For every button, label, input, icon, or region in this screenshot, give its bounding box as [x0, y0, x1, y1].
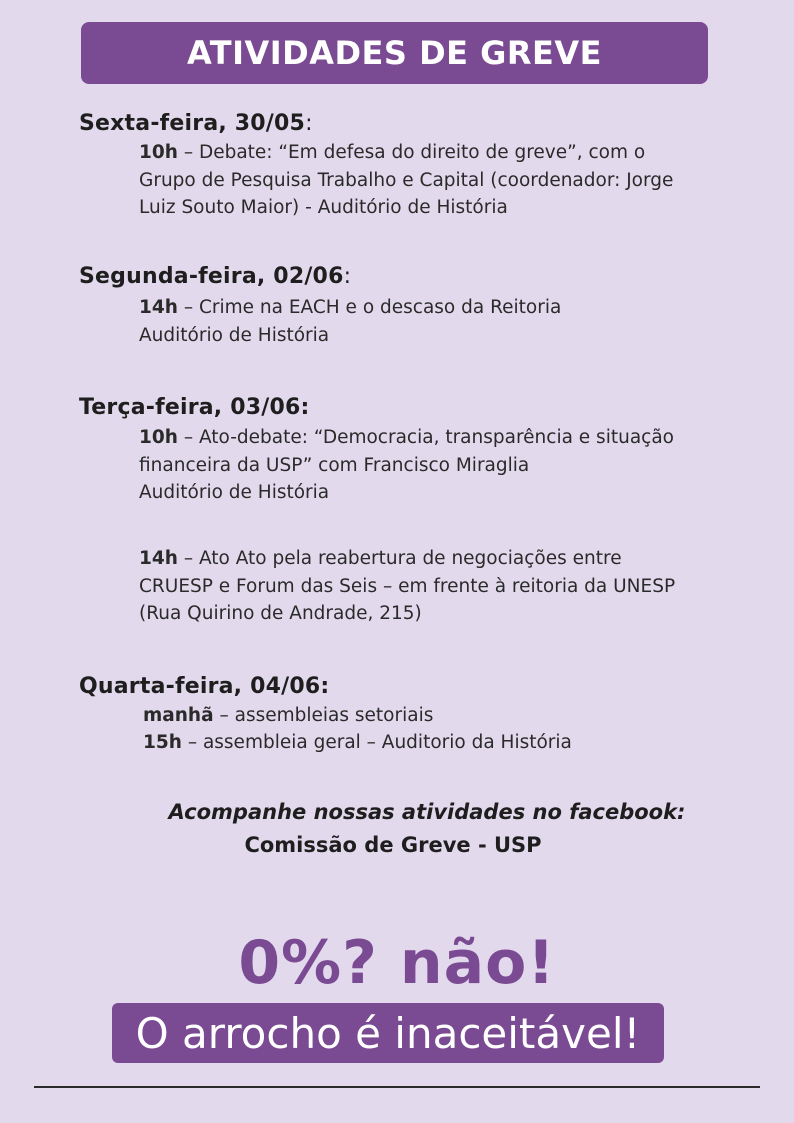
event-text-line: Auditório de História [139, 482, 330, 503]
facebook-page-name[interactable]: Comissão de Greve - USP [244, 833, 542, 857]
day-heading-friday [79, 111, 313, 136]
day-label: Terça-feira, 03/06: [79, 395, 310, 420]
day-heading-tuesday [79, 395, 309, 420]
day-label: Sexta-feira, 30/05 [79, 111, 306, 136]
day-heading-monday [79, 264, 351, 289]
event-text-line: Luiz Souto Maior) - Auditório de História [139, 197, 508, 218]
event-wednesday-morning [143, 702, 433, 730]
event-time: manhã [143, 705, 214, 726]
event-tuesday-10h [139, 424, 674, 507]
day-label: Quarta-feira, 04/06: [79, 674, 330, 699]
event-text-line: – assembleias setoriais [219, 705, 434, 726]
event-time: 14h [139, 297, 178, 318]
day-label: Segunda-feira, 02/06 [79, 264, 344, 289]
day-heading-wednesday [79, 674, 329, 699]
day-colon: : [305, 111, 313, 136]
event-time: 15h [143, 732, 182, 753]
event-text-line: Auditório de História [139, 324, 330, 346]
event-text-line: – Crime na EACH e o descaso da Reitoria [183, 297, 562, 318]
event-wednesday-15h [143, 729, 572, 757]
event-time: 14h [139, 548, 178, 569]
event-text-line: CRUESP e Forum das Seis – em frente à reitoria da UNESP [139, 575, 676, 597]
follow-heading: Acompanhe nossas atividades no facebook: [168, 800, 686, 824]
day-colon: : [343, 264, 352, 289]
event-text-line: – Ato-debate: “Democracia, transparência e situação [183, 427, 674, 448]
event-tuesday-14h [139, 545, 675, 628]
event-text-line: – Debate: “Em defesa do direito de greve”, com o [183, 142, 646, 163]
event-text-line: – Ato Ato pela reabertura de negociações entre [183, 548, 622, 569]
slogan-banner: O arrocho é inaceitável! [112, 1003, 664, 1063]
slogan-zero-percent: 0%? não! [238, 928, 556, 998]
page-title: ATIVIDADES DE GREVE [81, 22, 708, 84]
event-text-line: – assembleia geral – Auditorio da História [187, 732, 572, 753]
event-time: 10h [139, 142, 178, 163]
event-time: 10h [139, 427, 178, 448]
event-text-line: financeira da USP” com Francisco Miraglia [139, 454, 530, 476]
bottom-divider [34, 1086, 760, 1088]
event-text-line: Grupo de Pesquisa Trabalho e Capital (coordenador: Jorge [139, 169, 674, 191]
event-text-line: (Rua Quirino de Andrade, 215) [139, 603, 422, 624]
event-monday-14h [139, 294, 561, 349]
event-friday-10h [139, 139, 673, 222]
